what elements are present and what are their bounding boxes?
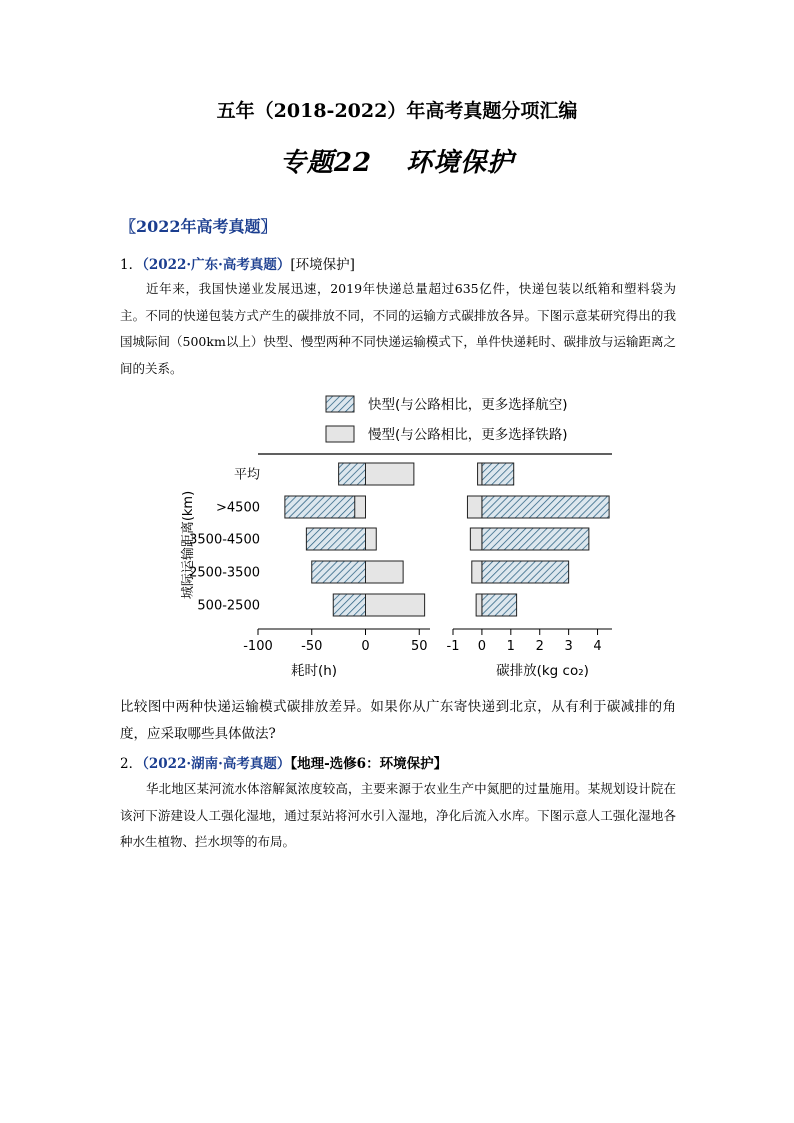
question-2-source: （2022·湖南·高考真题） <box>142 756 291 772</box>
question-1-prompt: 比较图中两种快递运输模式碳排放差异。如果你从广东寄快递到北京，从有利于碳减排的角度，应采取哪些具体做法? <box>120 699 676 742</box>
carbon-fast-bar <box>482 528 589 550</box>
section-heading: 〖2022年高考真题〗 <box>120 217 277 236</box>
legend-fast-swatch <box>326 396 354 412</box>
time-slow-bar <box>355 496 366 518</box>
category-label: >4500 <box>216 500 260 516</box>
legend-fast-label: 快型(与公路相比，更多选择航空) <box>368 397 568 413</box>
time-slow-bar <box>366 463 414 485</box>
question-1-number: 1． <box>120 257 143 273</box>
topic-number: 专题22 <box>279 148 373 178</box>
time-fast-bar <box>306 528 365 550</box>
category-label: 2500-3500 <box>189 565 260 581</box>
legend-slow-label: 慢型(与公路相比，更多选择铁路) <box>368 427 568 443</box>
time-x-axis-title: 耗时(h) <box>290 663 338 679</box>
legend-slow-swatch <box>326 426 354 442</box>
category-label: 平均 <box>233 467 260 483</box>
question-1-source: （2022·广东·高考真题） <box>142 257 291 273</box>
category-label: 500-2500 <box>197 598 260 614</box>
question-1-tag: [环境保护] <box>290 257 355 273</box>
y-axis-title: 城际运输距离(km) <box>181 490 196 600</box>
carbon-x-tick-label: 3 <box>564 639 573 654</box>
topic-name: 环境保护 <box>406 148 515 178</box>
carbon-slow-bar <box>470 528 482 550</box>
time-x-tick-label: 0 <box>361 639 370 654</box>
carbon-x-tick-label: 4 <box>593 639 602 654</box>
time-fast-bar <box>333 594 365 616</box>
carbon-slow-bar <box>478 463 482 485</box>
chart-legend <box>326 396 568 443</box>
carbon-x-tick-label: 2 <box>535 639 544 654</box>
carbon-x-tick-label: -1 <box>446 639 460 654</box>
time-slow-bar <box>366 561 404 583</box>
time-x-tick-label: -50 <box>301 639 323 654</box>
time-fast-bar <box>339 463 366 485</box>
time-slow-bar <box>366 594 425 616</box>
question-2-passage: 华北地区某河流水体溶解氮浓度较高，主要来源于农业生产中氮肥的过量施用。某规划设计院在该河下游建设人工强化湿地，通过泵站将河水引入湿地，净化后流入水库。下图示意人工强化湿地各种水生植物、拦水坝等的布局。 <box>120 781 676 849</box>
carbon-fast-bar <box>482 561 569 583</box>
carbon-x-axis-title: 碳排放(kg co₂) <box>496 663 589 679</box>
carbon-fast-bar <box>482 594 517 616</box>
carbon-slow-bar <box>472 561 482 583</box>
question-2-heading <box>120 752 447 772</box>
document-header-title: 五年（2018-2022）年高考真题分项汇编 <box>216 100 578 122</box>
time-fast-bar <box>312 561 366 583</box>
time-slow-bar <box>366 528 377 550</box>
chart-plot-area <box>189 463 612 679</box>
question-2-tag: 【地理-选修6：环境保护】 <box>290 756 448 772</box>
time-x-tick-label: -100 <box>243 639 273 654</box>
question-2-number: 2． <box>120 756 143 772</box>
carbon-fast-bar <box>482 463 514 485</box>
time-fast-bar <box>285 496 366 518</box>
question-1-passage: 近年来，我国快递业发展迅速，2019年快递总量超过635亿件，快递包装以纸箱和塑料袋为主。不同的快递包装方式产生的碳排放不同，不同的运输方式碳排放各异。下图示意某研究得出的我国城际间（500km以上）快型、慢型两种不同快递运输模式下，单件快递耗时、碳排放与运输距离之间的关系。 <box>120 281 676 376</box>
carbon-x-tick-label: 1 <box>506 639 515 654</box>
carbon-slow-bar <box>476 594 482 616</box>
category-label: 3500-4500 <box>189 532 260 548</box>
carbon-fast-bar <box>482 496 609 518</box>
time-x-tick-label: 50 <box>410 639 428 654</box>
carbon-slow-bar <box>467 496 481 518</box>
carbon-x-tick-label: 0 <box>477 639 487 654</box>
